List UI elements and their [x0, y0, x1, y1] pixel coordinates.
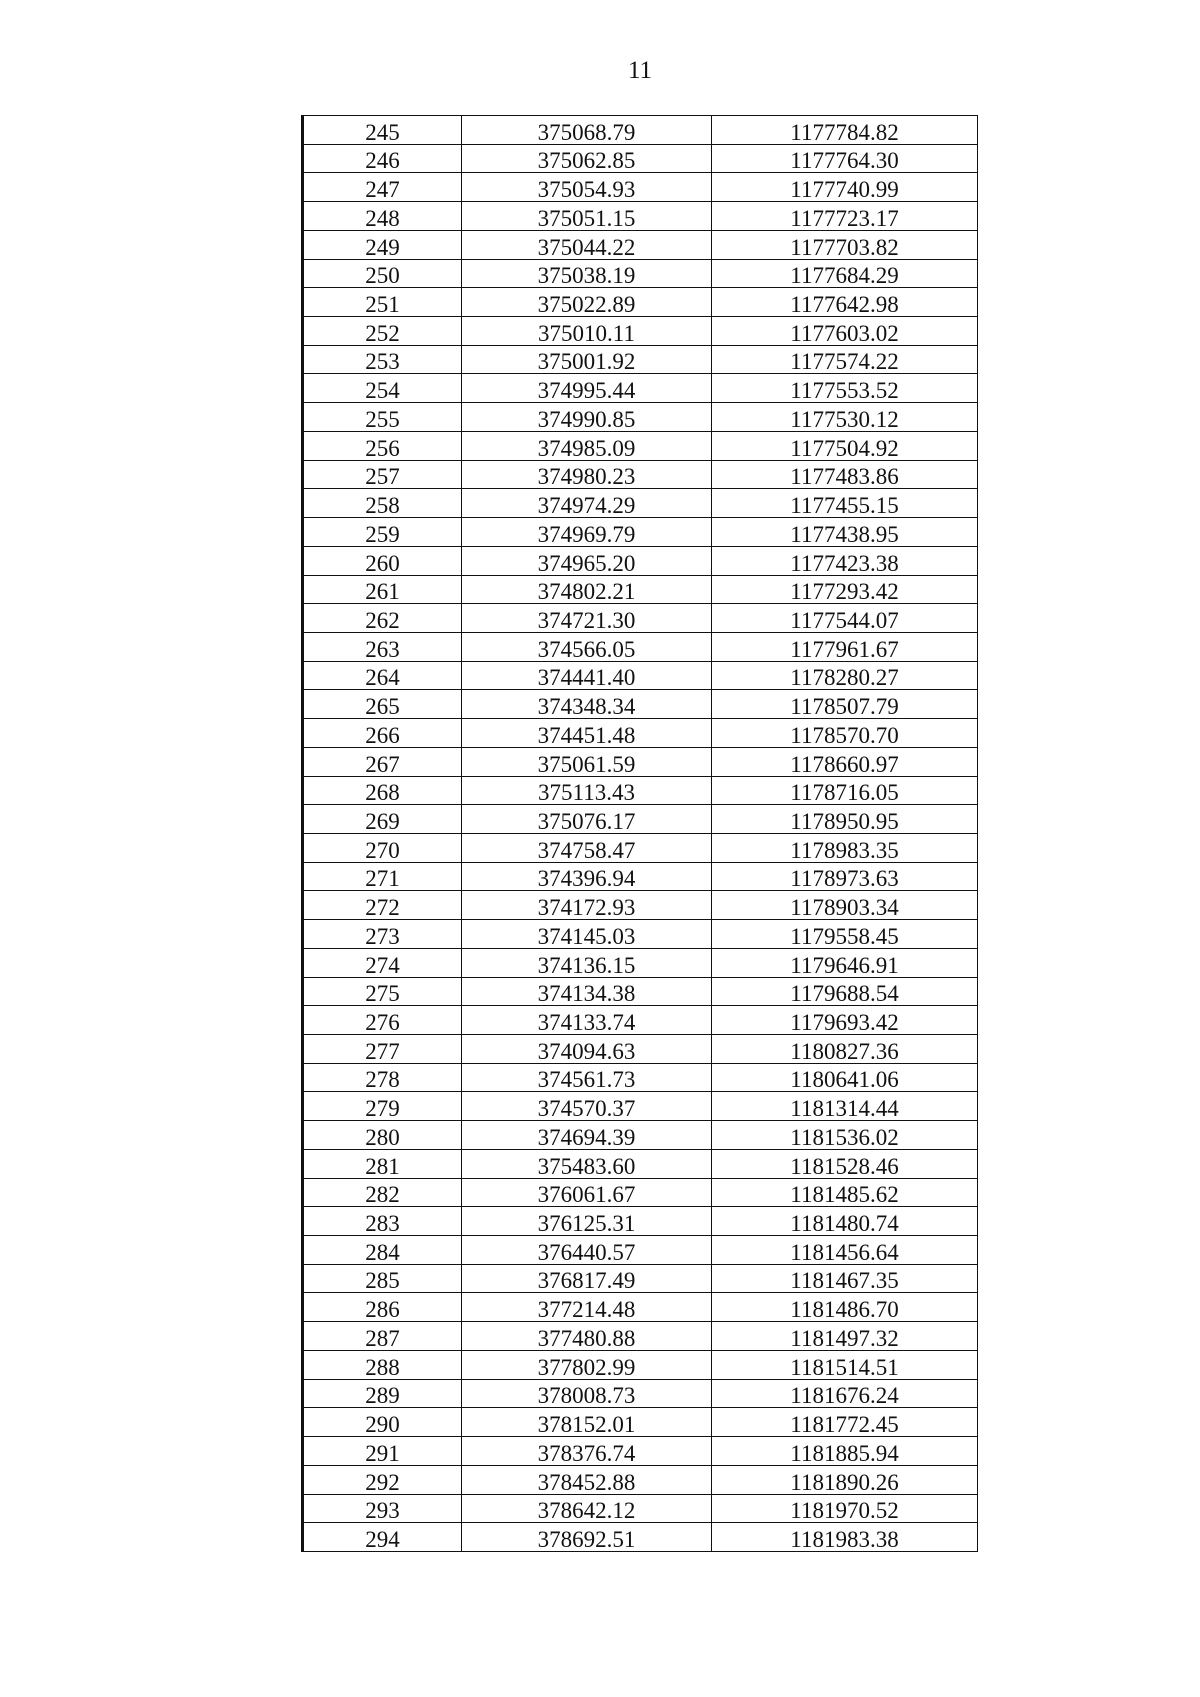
x-coordinate-cell: 376125.31 [462, 1207, 712, 1236]
point-number-cell: 273 [303, 920, 462, 949]
point-number-cell: 256 [303, 431, 462, 460]
table-row [303, 345, 978, 374]
table-row [303, 661, 978, 690]
y-coordinate-cell: 1178950.95 [712, 805, 978, 834]
x-coordinate-cell: 375483.60 [462, 1149, 712, 1178]
x-coordinate-cell: 374995.44 [462, 374, 712, 403]
point-number-cell: 280 [303, 1121, 462, 1150]
point-number-cell: 281 [303, 1149, 462, 1178]
table-row [303, 1035, 978, 1064]
x-coordinate-cell: 374134.38 [462, 977, 712, 1006]
point-number-cell: 268 [303, 776, 462, 805]
table-row [303, 1063, 978, 1092]
y-coordinate-cell: 1177740.99 [712, 173, 978, 202]
y-coordinate-cell: 1177530.12 [712, 403, 978, 432]
table-row [303, 948, 978, 977]
point-number-cell: 286 [303, 1293, 462, 1322]
point-number-cell: 265 [303, 690, 462, 719]
y-coordinate-cell: 1181890.26 [712, 1465, 978, 1494]
table-row [303, 1264, 978, 1293]
point-number-cell: 257 [303, 460, 462, 489]
x-coordinate-cell: 375022.89 [462, 288, 712, 317]
y-coordinate-cell: 1181480.74 [712, 1207, 978, 1236]
point-number-cell: 259 [303, 518, 462, 547]
x-coordinate-cell: 375113.43 [462, 776, 712, 805]
y-coordinate-cell: 1177438.95 [712, 518, 978, 547]
table-row [303, 920, 978, 949]
x-coordinate-cell: 378008.73 [462, 1379, 712, 1408]
y-coordinate-cell: 1177703.82 [712, 230, 978, 259]
table-row [303, 1121, 978, 1150]
x-coordinate-cell: 376061.67 [462, 1178, 712, 1207]
table-row [303, 1293, 978, 1322]
x-coordinate-cell: 374985.09 [462, 431, 712, 460]
x-coordinate-cell: 378376.74 [462, 1437, 712, 1466]
table-row [303, 805, 978, 834]
point-number-cell: 264 [303, 661, 462, 690]
y-coordinate-cell: 1177723.17 [712, 202, 978, 231]
point-number-cell: 294 [303, 1523, 462, 1552]
table-row [303, 891, 978, 920]
y-coordinate-cell: 1179646.91 [712, 948, 978, 977]
table-row [303, 776, 978, 805]
x-coordinate-cell: 374561.73 [462, 1063, 712, 1092]
y-coordinate-cell: 1177961.67 [712, 632, 978, 661]
table-row [303, 1236, 978, 1265]
table-row [303, 1350, 978, 1379]
point-number-cell: 255 [303, 403, 462, 432]
table-row [303, 431, 978, 460]
table-row [303, 518, 978, 547]
point-number-cell: 290 [303, 1408, 462, 1437]
table-row [303, 317, 978, 346]
y-coordinate-cell: 1178570.70 [712, 719, 978, 748]
point-number-cell: 277 [303, 1035, 462, 1064]
table-row [303, 1322, 978, 1351]
x-coordinate-cell: 375010.11 [462, 317, 712, 346]
x-coordinate-cell: 378642.12 [462, 1494, 712, 1523]
x-coordinate-cell: 375054.93 [462, 173, 712, 202]
table-row [303, 1207, 978, 1236]
y-coordinate-cell: 1178507.79 [712, 690, 978, 719]
x-coordinate-cell: 375038.19 [462, 259, 712, 288]
x-coordinate-cell: 374969.79 [462, 518, 712, 547]
x-coordinate-cell: 374965.20 [462, 546, 712, 575]
y-coordinate-cell: 1179558.45 [712, 920, 978, 949]
point-number-cell: 276 [303, 1006, 462, 1035]
x-coordinate-cell: 375044.22 [462, 230, 712, 259]
table-row [303, 374, 978, 403]
x-coordinate-cell: 376817.49 [462, 1264, 712, 1293]
table-row [303, 1006, 978, 1035]
y-coordinate-cell: 1180827.36 [712, 1035, 978, 1064]
point-number-cell: 293 [303, 1494, 462, 1523]
point-number-cell: 284 [303, 1236, 462, 1265]
x-coordinate-cell: 375076.17 [462, 805, 712, 834]
point-number-cell: 267 [303, 747, 462, 776]
y-coordinate-cell: 1179693.42 [712, 1006, 978, 1035]
table-row [303, 460, 978, 489]
point-number-cell: 282 [303, 1178, 462, 1207]
point-number-cell: 283 [303, 1207, 462, 1236]
y-coordinate-cell: 1181772.45 [712, 1408, 978, 1437]
coordinates-table-body [303, 116, 978, 1552]
x-coordinate-cell: 377802.99 [462, 1350, 712, 1379]
x-coordinate-cell: 375001.92 [462, 345, 712, 374]
table-row [303, 862, 978, 891]
table-row [303, 1437, 978, 1466]
y-coordinate-cell: 1177574.22 [712, 345, 978, 374]
y-coordinate-cell: 1181456.64 [712, 1236, 978, 1265]
table-row [303, 977, 978, 1006]
table-row [303, 632, 978, 661]
x-coordinate-cell: 375068.79 [462, 116, 712, 145]
table-row [303, 144, 978, 173]
x-coordinate-cell: 374694.39 [462, 1121, 712, 1150]
coordinates-table-wrapper [301, 115, 976, 1552]
y-coordinate-cell: 1178983.35 [712, 833, 978, 862]
table-row [303, 1178, 978, 1207]
point-number-cell: 279 [303, 1092, 462, 1121]
point-number-cell: 247 [303, 173, 462, 202]
table-row [303, 230, 978, 259]
point-number-cell: 269 [303, 805, 462, 834]
table-row [303, 1408, 978, 1437]
point-number-cell: 266 [303, 719, 462, 748]
x-coordinate-cell: 374094.63 [462, 1035, 712, 1064]
x-coordinate-cell: 374802.21 [462, 575, 712, 604]
page-number: 11 [627, 57, 653, 84]
x-coordinate-cell: 374990.85 [462, 403, 712, 432]
y-coordinate-cell: 1181314.44 [712, 1092, 978, 1121]
x-coordinate-cell: 377214.48 [462, 1293, 712, 1322]
point-number-cell: 258 [303, 489, 462, 518]
y-coordinate-cell: 1177544.07 [712, 604, 978, 633]
point-number-cell: 292 [303, 1465, 462, 1494]
point-number-cell: 272 [303, 891, 462, 920]
table-row [303, 575, 978, 604]
x-coordinate-cell: 374133.74 [462, 1006, 712, 1035]
x-coordinate-cell: 374396.94 [462, 862, 712, 891]
y-coordinate-cell: 1181676.24 [712, 1379, 978, 1408]
table-row [303, 116, 978, 145]
table-row [303, 1149, 978, 1178]
y-coordinate-cell: 1181467.35 [712, 1264, 978, 1293]
y-coordinate-cell: 1177504.92 [712, 431, 978, 460]
table-row [303, 719, 978, 748]
y-coordinate-cell: 1177764.30 [712, 144, 978, 173]
x-coordinate-cell: 374721.30 [462, 604, 712, 633]
table-row [303, 489, 978, 518]
point-number-cell: 262 [303, 604, 462, 633]
y-coordinate-cell: 1181485.62 [712, 1178, 978, 1207]
point-number-cell: 271 [303, 862, 462, 891]
point-number-cell: 287 [303, 1322, 462, 1351]
table-row [303, 546, 978, 575]
x-coordinate-cell: 376440.57 [462, 1236, 712, 1265]
y-coordinate-cell: 1178716.05 [712, 776, 978, 805]
point-number-cell: 274 [303, 948, 462, 977]
point-number-cell: 288 [303, 1350, 462, 1379]
table-row [303, 833, 978, 862]
table-row [303, 173, 978, 202]
y-coordinate-cell: 1177642.98 [712, 288, 978, 317]
x-coordinate-cell: 374172.93 [462, 891, 712, 920]
y-coordinate-cell: 1181514.51 [712, 1350, 978, 1379]
x-coordinate-cell: 374348.34 [462, 690, 712, 719]
point-number-cell: 246 [303, 144, 462, 173]
y-coordinate-cell: 1177293.42 [712, 575, 978, 604]
coordinates-table [301, 115, 978, 1552]
x-coordinate-cell: 374758.47 [462, 833, 712, 862]
point-number-cell: 245 [303, 116, 462, 145]
point-number-cell: 289 [303, 1379, 462, 1408]
x-coordinate-cell: 374980.23 [462, 460, 712, 489]
x-coordinate-cell: 377480.88 [462, 1322, 712, 1351]
point-number-cell: 285 [303, 1264, 462, 1293]
point-number-cell: 249 [303, 230, 462, 259]
y-coordinate-cell: 1177603.02 [712, 317, 978, 346]
y-coordinate-cell: 1177483.86 [712, 460, 978, 489]
point-number-cell: 270 [303, 833, 462, 862]
y-coordinate-cell: 1178973.63 [712, 862, 978, 891]
y-coordinate-cell: 1181528.46 [712, 1149, 978, 1178]
x-coordinate-cell: 375062.85 [462, 144, 712, 173]
point-number-cell: 253 [303, 345, 462, 374]
x-coordinate-cell: 374145.03 [462, 920, 712, 949]
y-coordinate-cell: 1177423.38 [712, 546, 978, 575]
table-row [303, 604, 978, 633]
x-coordinate-cell: 375061.59 [462, 747, 712, 776]
y-coordinate-cell: 1178903.34 [712, 891, 978, 920]
point-number-cell: 248 [303, 202, 462, 231]
point-number-cell: 291 [303, 1437, 462, 1466]
y-coordinate-cell: 1181486.70 [712, 1293, 978, 1322]
table-row [303, 747, 978, 776]
x-coordinate-cell: 374136.15 [462, 948, 712, 977]
x-coordinate-cell: 374566.05 [462, 632, 712, 661]
y-coordinate-cell: 1177455.15 [712, 489, 978, 518]
x-coordinate-cell: 374570.37 [462, 1092, 712, 1121]
table-row [303, 690, 978, 719]
point-number-cell: 263 [303, 632, 462, 661]
y-coordinate-cell: 1177784.82 [712, 116, 978, 145]
table-row [303, 202, 978, 231]
table-row [303, 259, 978, 288]
y-coordinate-cell: 1178660.97 [712, 747, 978, 776]
point-number-cell: 251 [303, 288, 462, 317]
table-row [303, 1494, 978, 1523]
x-coordinate-cell: 374441.40 [462, 661, 712, 690]
y-coordinate-cell: 1181497.32 [712, 1322, 978, 1351]
x-coordinate-cell: 378152.01 [462, 1408, 712, 1437]
x-coordinate-cell: 374974.29 [462, 489, 712, 518]
y-coordinate-cell: 1181885.94 [712, 1437, 978, 1466]
y-coordinate-cell: 1181970.52 [712, 1494, 978, 1523]
y-coordinate-cell: 1177684.29 [712, 259, 978, 288]
point-number-cell: 260 [303, 546, 462, 575]
point-number-cell: 261 [303, 575, 462, 604]
y-coordinate-cell: 1179688.54 [712, 977, 978, 1006]
table-row [303, 1523, 978, 1552]
point-number-cell: 250 [303, 259, 462, 288]
table-row [303, 1465, 978, 1494]
x-coordinate-cell: 378692.51 [462, 1523, 712, 1552]
y-coordinate-cell: 1178280.27 [712, 661, 978, 690]
x-coordinate-cell: 375051.15 [462, 202, 712, 231]
point-number-cell: 252 [303, 317, 462, 346]
x-coordinate-cell: 378452.88 [462, 1465, 712, 1494]
table-row [303, 288, 978, 317]
point-number-cell: 254 [303, 374, 462, 403]
point-number-cell: 275 [303, 977, 462, 1006]
table-row [303, 1379, 978, 1408]
point-number-cell: 278 [303, 1063, 462, 1092]
x-coordinate-cell: 374451.48 [462, 719, 712, 748]
y-coordinate-cell: 1181983.38 [712, 1523, 978, 1552]
table-row [303, 1092, 978, 1121]
table-row [303, 403, 978, 432]
y-coordinate-cell: 1180641.06 [712, 1063, 978, 1092]
y-coordinate-cell: 1181536.02 [712, 1121, 978, 1150]
y-coordinate-cell: 1177553.52 [712, 374, 978, 403]
